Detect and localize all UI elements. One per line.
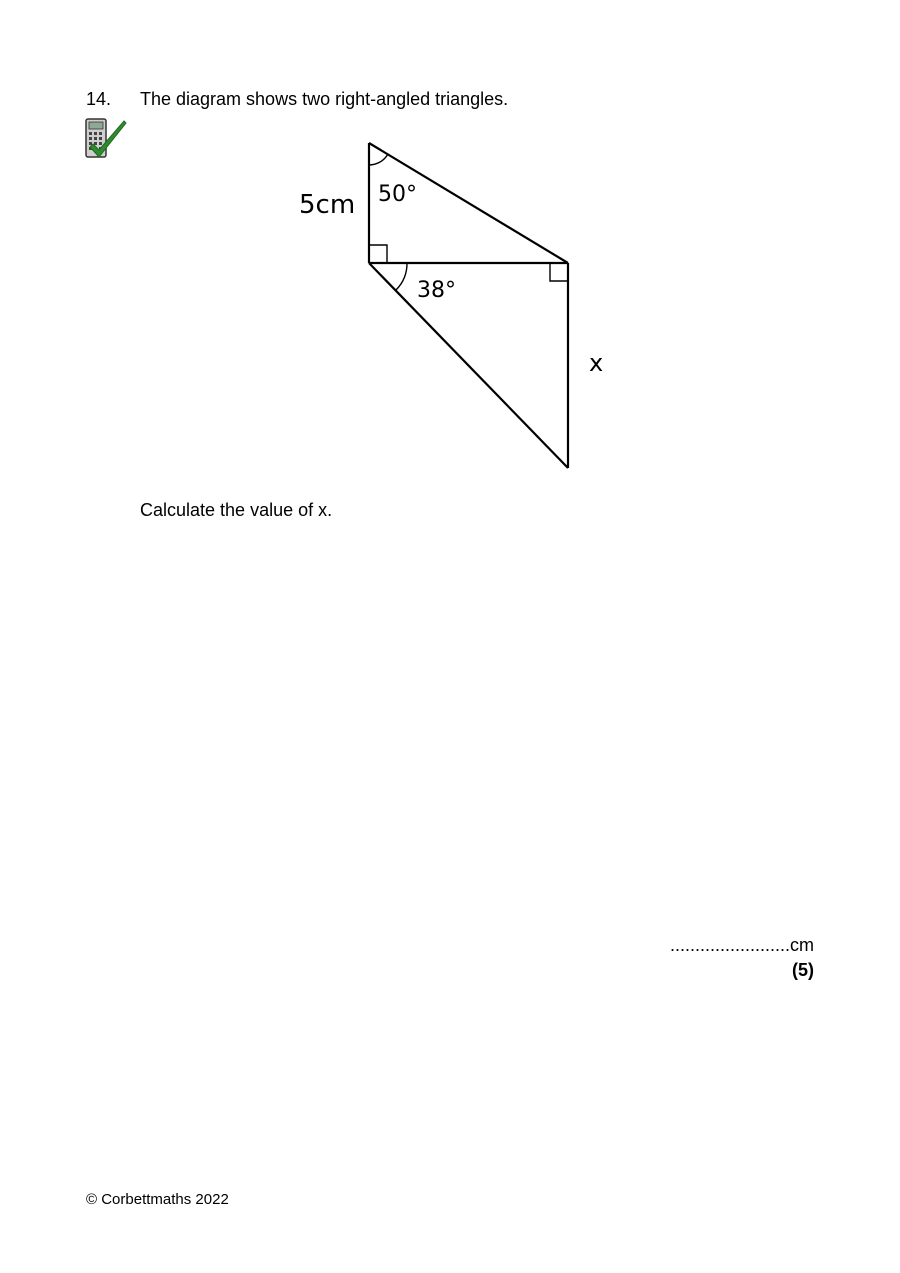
angle-label-38: 38° — [417, 278, 456, 303]
question-prompt: Calculate the value of x. — [140, 500, 333, 520]
triangles-diagram — [290, 135, 620, 480]
right-angle-mark-top — [369, 245, 387, 263]
angle-arc-38 — [396, 263, 407, 290]
answer-line: ........................cm — [669, 935, 814, 955]
hypotenuse-bottom — [369, 263, 568, 468]
question-number: 14. — [86, 89, 112, 109]
copyright-footer: © Corbettmaths 2022 — [86, 1191, 229, 1208]
calculator-allowed-icon — [84, 117, 128, 161]
angle-label-50: 50° — [378, 182, 417, 207]
unknown-label-x: x — [589, 349, 604, 377]
angle-arc-50 — [369, 154, 388, 165]
marks: (5) — [792, 960, 814, 980]
question-text: The diagram shows two right-angled triangles. — [140, 89, 509, 109]
side-label-5cm: 5cm — [299, 190, 356, 220]
right-angle-mark-bottom — [550, 263, 568, 281]
